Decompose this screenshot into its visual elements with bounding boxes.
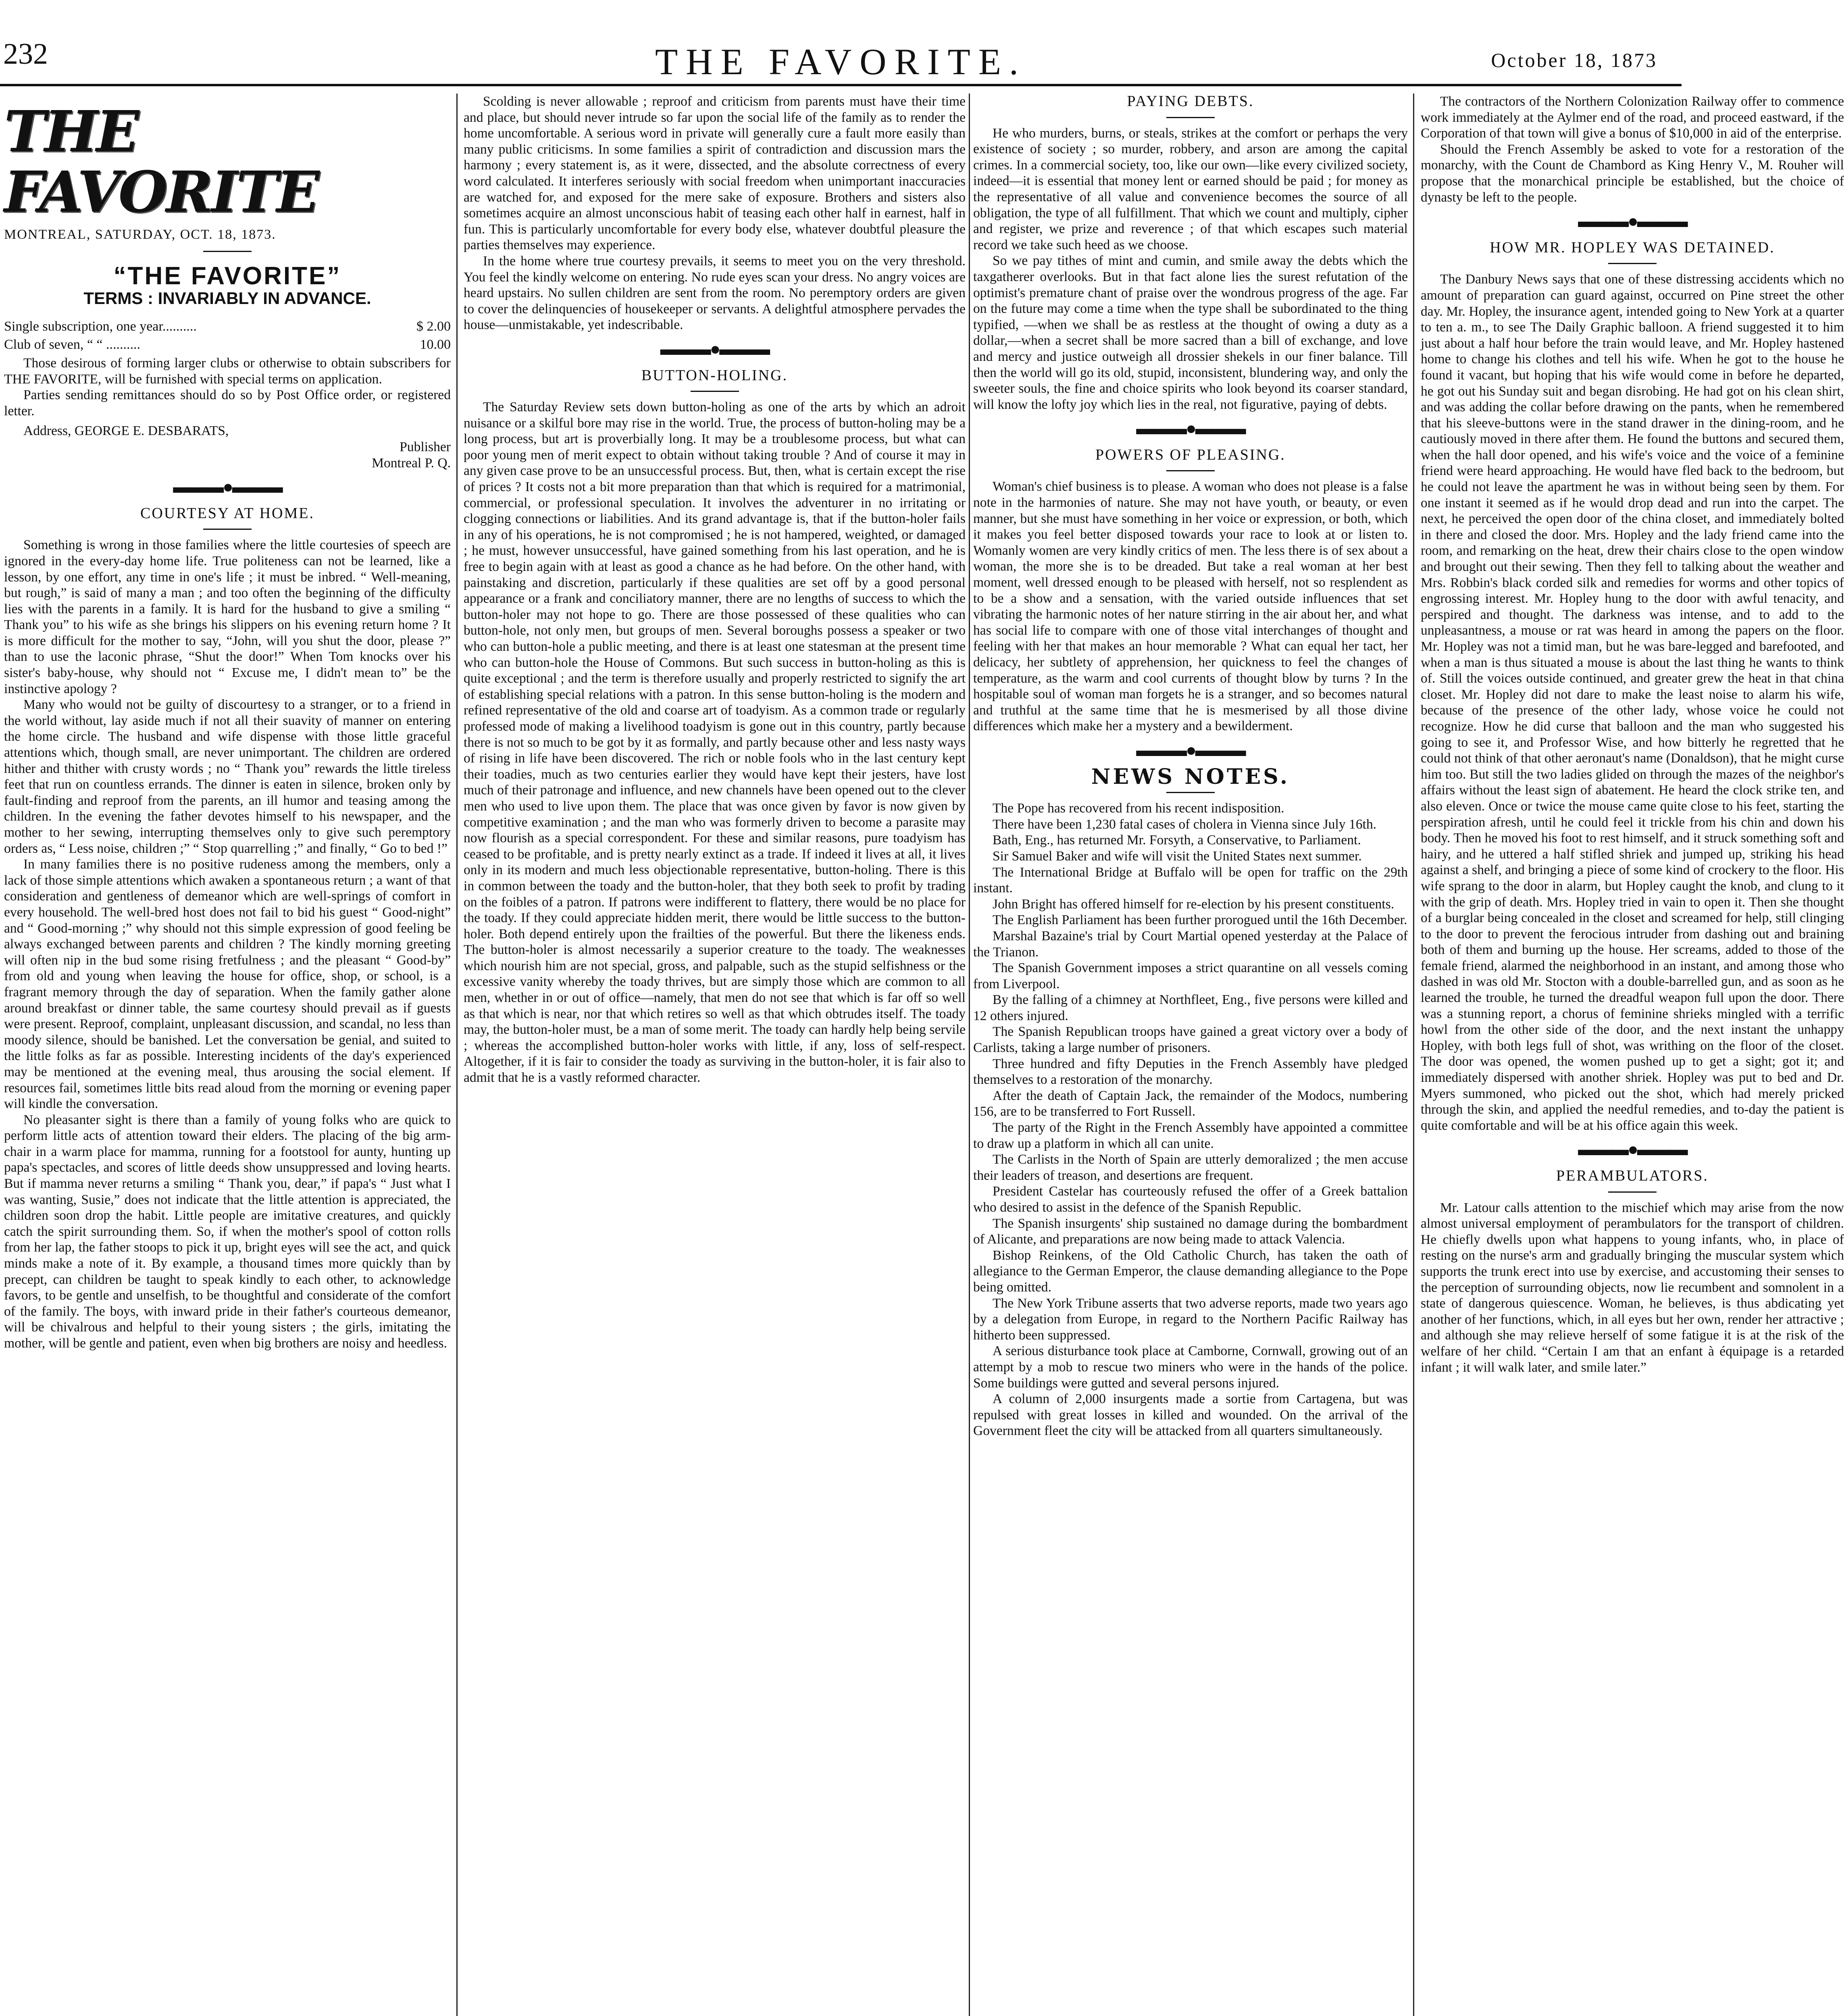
news-item: Bishop Reinkens, of the Old Catholic Church, has taken the oath of allegiance to the German Emperor, the clause demanding allegiance to the Pope being omitted. — [973, 1248, 1408, 1295]
article-heading: POWERS OF PLEASING. — [1095, 446, 1286, 463]
section-ornament: ▬▬▬●▬▬▬ — [173, 477, 282, 497]
column-3 — [973, 94, 1408, 2016]
news-item: Bath, Eng., has returned Mr. Forsyth, a Conservative, to Parliament. — [993, 833, 1361, 848]
rule — [1608, 1191, 1657, 1193]
news-item: Three hundred and fifty Deputies in the French Assembly have pledged themselves to a restoration of the monarchy. — [973, 1056, 1408, 1087]
price-row — [4, 337, 451, 353]
paragraph: Parties sending remittances should do so by Post Office order, or registered letter. — [4, 387, 451, 419]
address-city: Montreal P. Q. — [372, 455, 451, 471]
rule — [1166, 117, 1215, 118]
news-item: John Bright has offered himself for re-election by his present constituents. — [993, 896, 1394, 912]
column-divider — [456, 94, 458, 2016]
news-item: The contractors of the Northern Colonization Railway offer to commence work immediately at the Aylmer end of the road, and proceed eastward, if the Corporation of that town will give a bonus of $10,000 in aid of the enterprise. — [1421, 94, 1844, 141]
news-item: After the death of Captain Jack, the remainder of the Modocs, numbering 156, are to be transferred to Fort Russell. — [973, 1088, 1408, 1119]
rule — [1166, 470, 1215, 471]
name-box: “THE FAVORITE” — [113, 262, 341, 290]
price-value: $ 2.00 — [416, 319, 451, 334]
column-4 — [1421, 94, 1844, 2016]
article-heading: HOW MR. HOPLEY WAS DETAINED. — [1490, 239, 1775, 256]
section-ornament: ▬▬▬●▬▬▬ — [1136, 740, 1245, 760]
paragraph: Many who would not be guilty of discourtesy to a stranger, or to a friend in the world without, lay aside much if not all their suavity of manner on entering the home circle. The husband and wife dispense with those little graceful attentions which, though small, are never unimportant. The children are ordered hither and thither with crusty words ; no “ Thank you” rewards the little tireless feet that run on countless errands. The dinner is eaten in silence, broken only by fault-finding and reproof from the parents, an ill humor and teasing among the children. In the evening the father devotes himself to his newspaper, and the mother to her sewing, interrupting themselves only to give such peremptory orders as, “ Less noise, children ;” “ Stop quarrelling ;” and finally, “ Go to bed !” — [4, 697, 451, 856]
price-label: Club of seven, “ “ .......... — [4, 337, 141, 352]
paragraph: He who murders, burns, or steals, strikes at the comfort or perhaps the very existence of society ; so murder, robbery, and arson are among the capital crimes. In a commercial society, too, like our own—like every civilized society, indeed—it is essential that money lent or earned should be paid ; for money as the representative of all value and convenience becomes the source of all obligation, the type of all fulfillment. That which we count and multiply, cipher and register, we prize and reverence ; of that which escapes such material record we take such heed as we choose. — [973, 125, 1408, 252]
column-divider — [1413, 94, 1414, 2016]
price-label: Single subscription, one year.......... — [4, 319, 197, 334]
rule — [203, 529, 252, 530]
news-item: The Pope has recovered from his recent indisposition. — [993, 801, 1284, 816]
news-item: Marshal Bazaine's trial by Court Martial opened yesterday at the Palace of the Trianon. — [973, 928, 1408, 960]
paragraph: The Saturday Review sets down button-holing as one of the arts by which an adroit nuisance or a skilful bore may rise in the world. True, the process of button-holing may be a long process, but art is proverbially long. It may be a troublesome process, but what can poor young men of merit expect to obtain without taking trouble ? And of course it may in any given case prove to be an unsuccessful process. But, then, what is certain except the rise of prices ? It costs not a bit more preparation than that which is required for a matrimonial, commercial, or professional speculation. It involves the adventurer in no irritating or clogging connections or liabilities. And its grand advantage is, that if the button-holer fails in any of his operations, he is not compromised ; he is not hampered, weighted, or damaged ; he must, however unsuccessful, have gained something from his last operation, and he is free to begin again with at least as good a chance as he had before. On the other hand, with painstaking and discretion, particularly if these qualities are set off by a good personal appearance or a frank and conciliatory manner, there are no lengths of success to which the button-holer may not hope to go. There are those possessed of these qualities who can button-hole, not only men, but groups of men. Several boroughs possess a speaker or two who can button-hole a public meeting, and there is at least one statesman at the present time who can button-hole the House of Commons. But such success in button-holing as this is quite exceptional ; and the term is therefore usually and properly restricted to signify the art of establishing special relations with a patron. In this sense button-holing is the modern and refined representative of the old and coarse art of toadyism. As a common trade or regularly professed mode of making a livelihood toadyism is gone out in this country, partly because there is not so much to be got by it as formally, and partly because other and less nasty ways of rising in life have been discovered. The rich or noble fools who in the last century kept their toadies, much as two centuries earlier they would have kept their jesters, have lost much of their patronage and influence, and new channels have been opened out to the clever men who used to live upon them. The place that was once given by favor is now given by competitive examination ; and the man who was formerly driven to become a parasite may now flourish as a special correspondent. For these and similar reasons, pure toadyism has ceased to be profitable, and is pretty nearly extinct as a trade. If indeed it lives at all, it lives only in its modern and much less objectionable representative, button-holing. There is this in common between the toady and the button-holer, that they both seek to profit by trading on the foibles of a patron. If patrons were indifferent to flattery, there would be no place for the toady. If they could appreciate hidden merit, there would be little success to the button-holer. Both depend entirely upon the frailties of the powerful. But there the likeness ends. The button-holer is almost necessarily a superior creature to the toady. The weaknesses which nourish him are not special, gross, and palpable, such as the stupid selfishness or the excessive vanity whereby the toady thrives, but are simply those which are common to all men, whether in or out of office—namely, that men do not see that which is far off so well as that which is near, nor that which retires so well as that which obtrudes itself. The toady may, the button-holer must, be a man of some merit. The toady can hardly help being servile ; whereas the accomplished button-holer works with little, if any, loss of self-respect. Altogether, if it is fair to consider the toady as surviving in the button-holer, it is fair also to admit that he is a vastly reformed character. — [464, 400, 966, 1085]
news-item: The party of the Right in the French Assembly have appointed a committee to draw up a platform in which all can unite. — [973, 1120, 1408, 1151]
news-item: The Spanish insurgents' ship sustained no damage during the bombardment of Alicante, and preparations are now being made to attack Valencia. — [973, 1216, 1408, 1247]
address-line: Address, GEORGE E. DESBARATS, — [23, 423, 229, 439]
column-2 — [464, 94, 966, 2016]
news-item: The International Bridge at Buffalo will be open for traffic on the 29th instant. — [973, 864, 1408, 896]
paragraph: So we pay tithes of mint and cumin, and smile away the debts which the taxgatherer overlooks. But in that fact alone lies the surest refutation of the optimist's premature chant of praise over the wondrous progress of the age. Far on the future may come a time when the type shall be subordinated to the thing typified, —when we shall be as restless at the thought of owing a duty as a dollar,—when a secret shall be more sacred than a bill of exchange, and love and mercy and justice outweigh all drossier shekels in our finer balance. Till then the world will go its old, stupid, inconsistent, blundering way, and only the sweeter souls, the fine and choice spirits who look beyond its coarser standard, will know the lofty joy which lies in the real, not figurative, paying of debts. — [973, 253, 1408, 412]
news-item: The English Parliament has been further prorogued until the 16th December. — [993, 912, 1407, 928]
rule — [691, 391, 739, 392]
price-value: 10.00 — [420, 337, 451, 352]
address-role: Publisher — [400, 439, 451, 454]
article-heading: COURTESY AT HOME. — [140, 504, 314, 522]
journal-title: THE FAVORITE. — [655, 41, 1027, 82]
news-item: Sir Samuel Baker and wife will visit the United States next summer. — [993, 848, 1362, 864]
section-ornament: ▬▬▬●▬▬▬ — [660, 339, 769, 359]
column-divider — [969, 94, 970, 2016]
paragraph: Something is wrong in those families where the little courtesies of speech are ignored in the every-day home life. True politeness can not be learned, like a lesson, by one effort, any time in one's life ; it must be inbred. “ Well-meaning, but rough,” is said of many a man ; and too often the beginning of the difficulty lies with the parents in a family. It is hard for the husband to give a smiling “ Thank you” to his wife as she brings his slippers on his evening return home ? It is more difficult for the mother to say, “John, will you shut the door, please ?” than to use the laconic phrase, “Shut the door!” When Tom knocks over his sister's baby-house, why should not “ Excuse me, I didn't mean to” be the instinctive apology ? — [4, 537, 451, 696]
news-item: A column of 2,000 insurgents made a sortie from Cartagena, but was repulsed with great losses in killed and wounded. On the arrival of the Government fleet the city will be attacked from all quarters simultaneously. — [973, 1391, 1408, 1439]
paragraph: Those desirous of forming larger clubs or otherwise to obtain subscribers for THE FAVORITE, will be furnished with special terms on application. — [4, 355, 451, 387]
issue-date: October 18, 1873 — [1491, 49, 1657, 71]
publication-info: MONTREAL, SATURDAY, OCT. 18, 1873. — [4, 227, 276, 242]
rule — [1166, 792, 1215, 793]
news-item: A serious disturbance took place at Camborne, Cornwall, growing out of an attempt by a mob to rescue two miners who were in the hands of the police. Some buildings were gutted and several persons injured. — [973, 1343, 1408, 1391]
rule — [1608, 263, 1657, 264]
paragraph: No pleasanter sight is there than a family of young folks who are quick to perform little acts of attention toward their elders. The placing of the big arm-chair in a warm place for mamma, running for a footstool for aunty, hunting up papa's spectacles, and scores of little deeds show unsuppressed and loving hearts. But if mamma never returns a smiling “ Thank you, dear,” if papa's “ Just what I was wanting, Susie,” does not indicate that the little attention is appreciated, the children soon drop the habit. Little people are imitative creatures, and quickly catch the spirit surrounding them. So, if when the mother's spool of cotton rolls from her lap, the father stoops to pick it up, bright eyes will see the act, and quick minds make a note of it. By example, a thousand times more quickly than by precept, can children be taught to speak kindly to each other, to acknowledge favors, to be gentle and unselfish, to be thoughtful and considerate of the comfort of the family. The boys, with inward pride in their father's courteous demeanor, will be chivalrous and helpful to their young sisters ; the girls, imitating the mother, will be gentle and patient, even when big brothers are noisy and heedless. — [4, 1112, 451, 1351]
article-heading: PAYING DEBTS. — [1127, 93, 1254, 110]
section-ornament: ▬▬▬●▬▬▬ — [1136, 419, 1245, 439]
article-heading: PERAMBULATORS. — [1556, 1167, 1709, 1184]
section-ornament: ▬▬▬●▬▬▬ — [1578, 211, 1687, 231]
news-item: Should the French Assembly be asked to vote for a restoration of the monarchy, with the Count de Chambord as King Henry V., M. Rouher will propose that the monarchical principle be established, but the choice of dynasty be left to the people. — [1421, 142, 1844, 205]
section-ornament: ▬▬▬●▬▬▬ — [1578, 1139, 1687, 1160]
paragraph: The Danbury News says that one of these distressing accidents which no amount of preparation can guard against, occurred on Pine street the other day. Mr. Hopley, the insurance agent, intended going to New York at a quarter to ten a. m., to see The Daily Graphic balloon. A friend suggested it to him just about a half hour before the train would leave, and Mr. Hopley hastened home to change his clothes and tell his wife. When he got to the house he found it vacant, but hoping that his wife would come in before he departed, he got out his Sunday suit and began disrobing. He had got on his clean shirt, and was adding the collar before drawing on the pants, when he remembered that his sleeve-buttons were in the stand drawer in the dining-room, and he cautiously moved in there after them. He found the buttons and secured them, when the hall door opened, and his wife's voice and the voice of a feminine friend were heard approaching. He would have fled back to the bedroom, but he could not leave the apartment he was in without being seen by them. For one instant it seemed as if he would drop dead and run into the carpet. The next, he perceived the open door of the china closet, and immediately bolted in there and closed the door. Mrs. Hopley and the lady friend came into the room, and remarking on the heat, drew their chairs close to the open window and brought out their sewing. Then they fell to talking about the weather and Mrs. Robbin's black corded silk and remedies for worms and other topics of engrossing interest. Mr. Hopley hung to the door with awful tenacity, and perspired and thought. The darkness was intense, and to add to the unpleasantness, a mouse or rat was heard in among the papers on the floor. Mr. Hopley was not a timid man, but he was bare-legged and barefooted, and when a man is thus situated a mouse is about the last thing he wants to think of. Still the voices outside continued, and greater grew the heat in that china closet. Mr. Hopley did not dare to make the least noise to alarm his wife, because of the presence of the other lady, whose voice he could not recognize. How he did curse that balloon and the man who suggested his going to see it, and Professor Wise, and how bitterly he regretted that he could not think of that other aeronaut's name (Donaldson), that he might curse him too. But still the two ladies glided on through the mazes of the neighbor's affairs without the least sign of abatement. He heard the clock strike ten, and also eleven. Once or twice the mouse came quite close to his feet, starting the perspiration afresh, until he could feel it trickle from his chin and down his body. Then he moved his foot to rest himself, and it struck something soft and hairy, and he uttered a half stifled shriek and jumped up, striking his head against a shelf, and bringing a piece of some kind of crockery to the floor. His wife sprang to the door in alarm, but Hopley caught the knob, and clung to it with the grip of death. Mrs. Hopley tried in vain to open it. Then she thought of a burglar being concealed in the closet and screamed for help, still clinging to the door to prevent the ferocious intruder from dashing out and braining both of them and burning up the house. Her screams, added to those of the female friend, alarmed the neighborhood in an instant, and among those who dashed in was old Mr. Stocton with a double-barrelled gun, and as soon as he learned the trouble, he turned the dreadful weapon full upon the door. There was a stunning report, a chorus of feminine shrieks mingled with a terrific howl from the other side of the door, and the next instant the unhappy Hopley, with both legs full of shot, was writhing on the floor of the closet. The door was opened, the women pushed up to get a sight; got it; and immediately dispersed with another shriek. Hopley was put to bed and Dr. Myers summoned, who picked out the shot, which had merely pricked through the skin, and applied the needful remedies, and to-day the patient is quite comfortable and will be at his office again this week. — [1421, 272, 1844, 1133]
news-item: The Spanish Republican troops have gained a great victory over a body of Carlists, taking a large number of prisoners. — [973, 1024, 1408, 1056]
paragraph: In the home where true courtesy prevails, it seems to meet you on the very threshold. You feel the kindly welcome on entering. No rude eyes scan your dress. No angry voices are heard upstairs. No sullen children are sent from the room. No peremptory orders are given to cover the delinquencies of housekeeper or servants. A delightful atmosphere pervades the house—unmistakable, yet indescribable. — [464, 253, 966, 333]
article-heading: NEWS NOTES. — [1091, 764, 1290, 789]
news-item: By the falling of a chimney at Northfleet, Eng., five persons were killed and 12 others injured. — [973, 992, 1408, 1023]
price-row — [4, 319, 451, 335]
rule — [203, 251, 252, 252]
news-item: The Carlists in the North of Spain are utterly demoralized ; the men accuse their leaders of treason, and desertions are frequent. — [973, 1152, 1408, 1183]
header-rule — [0, 84, 1682, 86]
address-block — [4, 423, 451, 471]
page-number: 232 — [3, 37, 48, 71]
paragraph: Mr. Latour calls attention to the mischief which may arise from the now almost universal employment of perambulators for the transport of children. He chiefly dwells upon what happens to young infants, who, in place of resting on the nurse's arm and gradually bringing the muscular system which supports the trunk erect into use by exercise, and accustoming their senses to the perception of surrounding objects, now lie recumbent and somnolent in a state of dangerous quiescence. Woman, he believes, is thus abdicating yet another of her functions, which, in all eyes but her own, render her attractive ; and although she may relieve herself of some fatigue it is at the risk of the welfare of her child. “Certain I am that an enfant à équipage is a retarded infant ; it will walk later, and smile later.” — [1421, 1200, 1844, 1375]
news-item: The New York Tribune asserts that two adverse reports, made two years ago by a delegation from Europe, in regard to the Northern Pacific Railway has hitherto been suppressed. — [973, 1295, 1408, 1343]
news-item: President Castelar has courteously refused the offer of a Greek battalion who desired to assist in the defence of the Spanish Republic. — [973, 1184, 1408, 1215]
article-heading: BUTTON-HOLING. — [641, 367, 788, 384]
paragraph: Woman's chief business is to please. A woman who does not please is a false note in the harmonies of nature. She may not have youth, or beauty, or even manner, but she must have something in her voice or expression, or both, which it makes you feel better disposed towards your race to look at or listen to. Womanly women are very kindly critics of men. The less there is of sex about a woman, the more she is to be dreaded. But take a real woman at her best moment, well dressed enough to be pleased with herself, not so resplendent as to be a show and a sensation, with the varied outside influences that set vibrating the harmonic notes of her nature stirring in the air about her, and what has social life to compare with one of those vital interchanges of thought and feeling with her that makes an hour memorable ? What can equal her tact, her delicacy, her subtlety of apprehension, her quickness to feel the changes of temperature, as the warm and cool currents of thought blow by turns ? In the hospitable soul of woman man forgets he is a stranger, and so becomes natural and truthful at the same time that he is mesmerised by all those divine differences which make her a mystery and a bewilderment. — [973, 479, 1408, 734]
paragraph: Scolding is never allowable ; reproof and criticism from parents must have their time and place, but should never intrude so far upon the social life of the family as to render the home uncomfortable. A serious word in private will generally cure a fault more easily than many public criticisms. In some families a spirit of contradiction and discussion mars the harmony ; every statement is, as it were, dissected, and the absolute correctness of every word calculated. It interferes seriously with social freedom when unimportant inaccuracies are watched for, and exposed for the mere sake of exposure. Brothers and sisters also sometimes acquire an almost unconscious habit of teasing each other half in earnest, half in fun. This is particularly uncomfortable for every body else, whatever doubtful pleasure the parties themselves may experience. — [464, 94, 966, 253]
news-item: The Spanish Government imposes a strict quarantine on all vessels coming from Liverpool. — [973, 960, 1408, 991]
news-item: There have been 1,230 fatal cases of cholera in Vienna since July 16th. — [993, 816, 1377, 832]
terms-heading: TERMS : INVARIABLY IN ADVANCE. — [83, 289, 371, 308]
paragraph: In many families there is no positive rudeness among the members, only a lack of those simple attentions which awaken a spontaneous return ; a want of that consideration and gentleness of demeanor which are well-springs of comfort in every household. The well-bred host does not fail to bid his guest “ Good-night” and “ Good-morning ;” why should not this simple expression of good feeling be always exchanged between parents and children ? The kindly morning greeting will often nip in the bud some rising fretfulness ; and the pleasant “ Good-by” from old and young when leaving the house for office, shop, or school, is a fragrant memory through the day of separation. When the family gather alone around breakfast or dinner table, the same courtesy should prevail as if guests were present. Reproof, complaint, unpleasant discussion, and scandal, no less than moody silence, should be banished. Let the conversation be genial, and suited to the little folks as far as possible. Interesting incidents of the day's experienced may be mentioned at the evening meal, thus arousing the social element. If resources fail, sometimes little bits read aloud from the morning or evening paper will kindle the conversation. — [4, 857, 451, 1112]
masthead-logo: THE FAVORITE — [4, 99, 318, 225]
column-1 — [4, 94, 451, 2016]
